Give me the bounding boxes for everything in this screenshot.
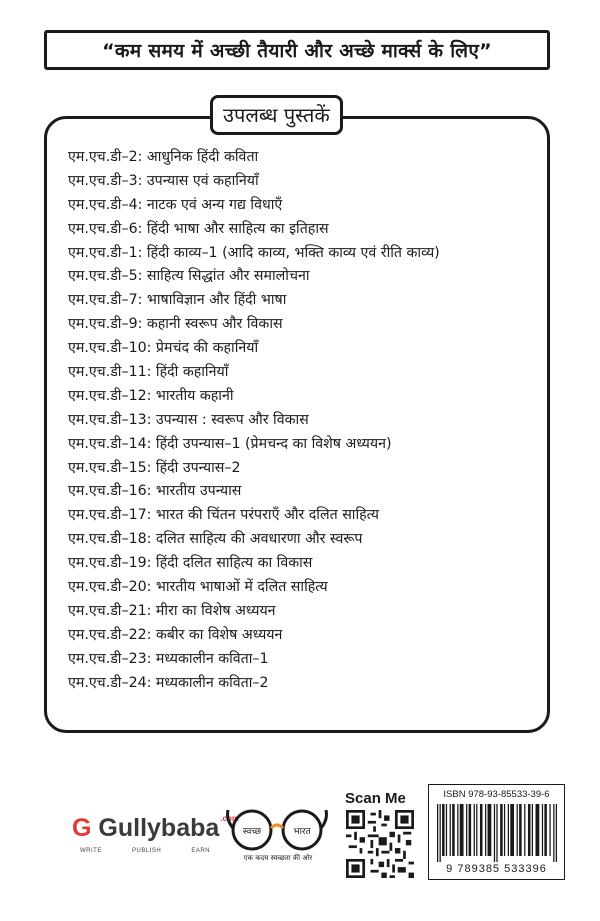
book-item: एम.एच.डी–14: हिंदी उपन्यास–1 (प्रेमचन्द का विशेष अध्ययन) — [68, 435, 392, 452]
book-item: एम.एच.डी–10: प्रेमचंद की कहानियाँ — [68, 340, 259, 357]
book-item: एम.एच.डी–17: भारत की चिंतन परंपराएँ और दलित साहित्य — [68, 507, 380, 524]
isbn-text: ISBN 978-93-85533-39-6 — [443, 789, 550, 800]
book-item: एम.एच.डी–1: हिंदी काव्य–1 (आदि काव्य, भक्ति काव्य एवं रीति काव्य) — [68, 244, 440, 261]
available-books-title: उपलब्ध पुस्तकें — [210, 95, 343, 135]
logo-tag: PUBLISH — [131, 848, 162, 854]
barcode — [437, 804, 557, 862]
tagline-text: “कम समय में अच्छी तैयारी और अच्छे मार्क्स के लिए” — [102, 40, 492, 62]
swachh-bharat-logo — [222, 802, 334, 876]
book-item: एम.एच.डी–23: मध्यकालीन कविता–1 — [68, 650, 269, 667]
swachh-right-text: भारत — [293, 827, 311, 837]
scan-me-label: Scan Me — [345, 790, 406, 807]
logo-tags — [80, 848, 210, 854]
book-item: एम.एच.डी–6: हिंदी भाषा और साहित्य का इतिहास — [68, 220, 329, 237]
qr-code — [346, 810, 414, 878]
book-item: एम.एच.डी–24: मध्यकालीन कविता–2 — [68, 674, 269, 691]
book-item: एम.एच.डी–18: दलित साहित्य की अवधारणा और स्वरूप — [68, 531, 363, 548]
book-item: एम.एच.डी–20: भारतीय भाषाओं में दलित साहित्य — [68, 579, 328, 596]
book-item: एम.एच.डी–11: हिंदी कहानियाँ — [68, 364, 229, 381]
book-item: एम.एच.डी–9: कहानी स्वरूप और विकास — [68, 316, 283, 333]
logo-suffix: .com — [220, 814, 239, 823]
book-item: एम.एच.डी–3: उपन्यास एवं कहानियाँ — [68, 172, 259, 189]
book-list — [68, 146, 440, 695]
isbn-barcode-box — [428, 784, 565, 880]
book-item: एम.एच.डी–21: मीरा का विशेष अध्ययन — [68, 602, 276, 619]
book-item: एम.एच.डी–12: भारतीय कहानी — [68, 387, 234, 404]
book-item: एम.एच.डी–5: साहित्य सिद्धांत और समालोचना — [68, 268, 310, 285]
book-item: एम.एच.डी–4: नाटक एवं अन्य गद्य विधाएँ — [68, 196, 283, 213]
book-item: एम.एच.डी–7: भाषाविज्ञान और हिंदी भाषा — [68, 292, 287, 309]
book-item: एम.एच.डी–19: हिंदी दलित साहित्य का विकास — [68, 555, 313, 572]
footer — [0, 760, 600, 921]
book-item: एम.एच.डी–15: हिंदी उपन्यास–2 — [68, 459, 241, 476]
logo-tag: WRITE — [80, 848, 102, 854]
spectacles-icon — [222, 802, 334, 854]
swachh-left-text: स्वच्छ — [242, 827, 262, 837]
book-item: एम.एच.डी–22: कबीर का विशेष अध्ययन — [68, 626, 283, 643]
book-item: एम.एच.डी–13: उपन्यास : स्वरूप और विकास — [68, 411, 309, 428]
swachh-tagline: एक कदम स्वच्छता की ओर — [243, 854, 313, 862]
gullybaba-logo — [72, 814, 239, 843]
book-item: एम.एच.डी–16: भारतीय उपन्यास — [68, 483, 242, 500]
barcode-digits: 9 789385 533396 — [446, 863, 547, 875]
gullybaba-g-icon: G — [72, 814, 92, 842]
tagline-box — [44, 30, 550, 70]
logo-tag: EARN — [191, 848, 210, 854]
book-item: एम.एच.डी–2: आधुनिक हिंदी कविता — [68, 149, 259, 165]
logo-text: Gullybaba — [98, 814, 220, 842]
